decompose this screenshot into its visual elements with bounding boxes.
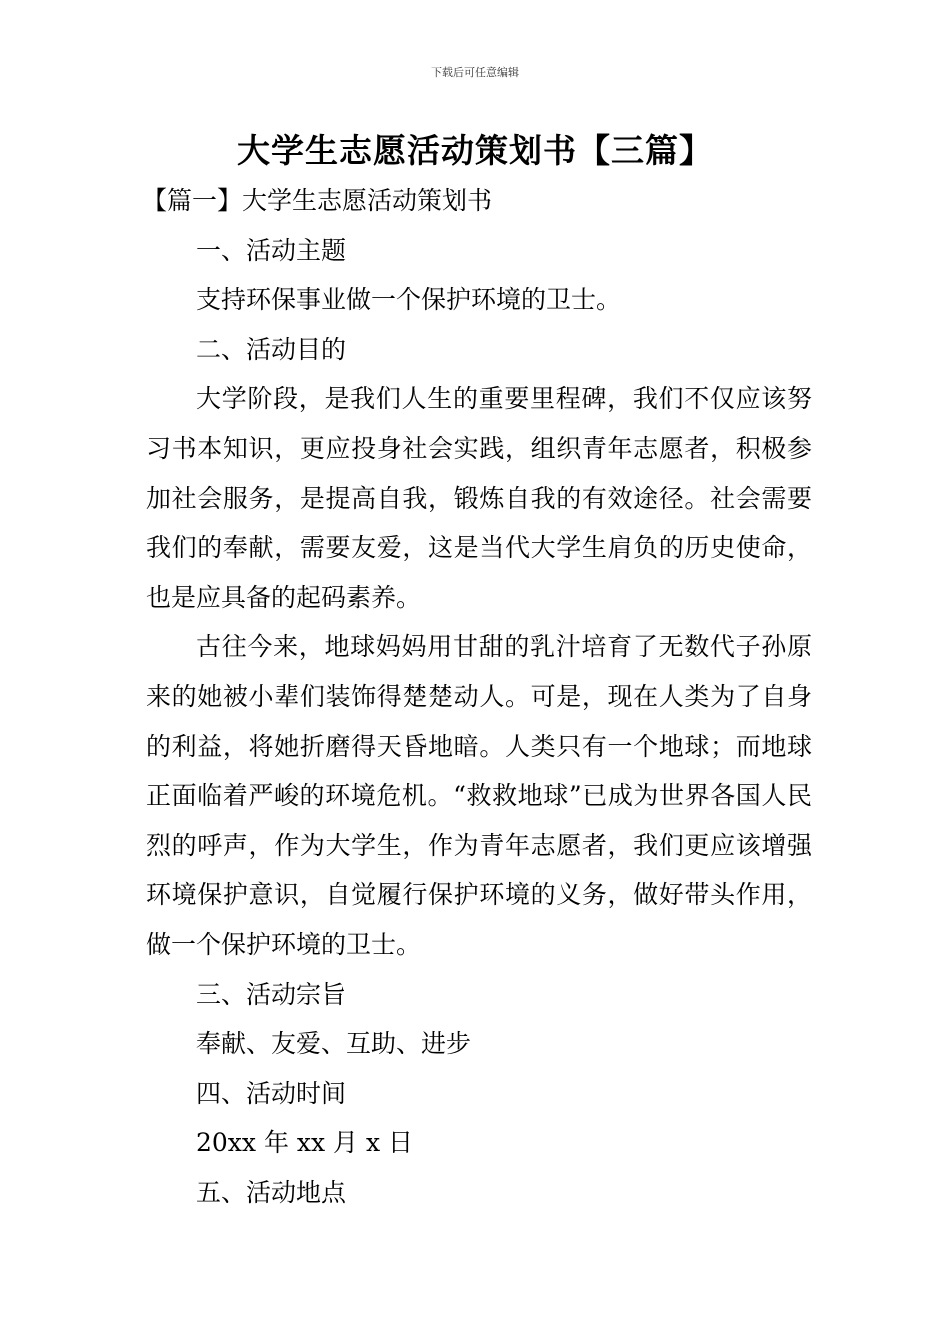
document-title: 大学生志愿活动策划书【三篇】 xyxy=(237,131,713,170)
purpose-paragraph-1: 大学阶段，是我们人生的重要里程碑，我们不仅应该努习书本知识，更应投身社会实践，组织青年志愿者，积极参加社会服务，是提高自我，锻炼自我的有效途径。社会需要我们的奉献，需要友爱，这是当代大学生肩负的历史使命，也是应具备的起码素养。 xyxy=(146,384,812,612)
section-subtitle: 【篇一】大学生志愿活动策划书 xyxy=(142,186,493,215)
purpose-paragraph-2: 古往今来，地球妈妈用甘甜的乳汁培育了无数代子孙原来的她被小辈们装饰得楚楚动人。可是，现在人类为了自身的利益，将她折磨得天昏地暗。人类只有一个地球；而地球正面临着严峻的环境危机。“救救地球”已成为世界各国人民烈的呼声，作为大学生，作为青年志愿者，我们更应该增强环境保护意识，自觉履行保护环境的义务，做好带头作用，做一个保护环境的卫士。 xyxy=(146,632,812,959)
header-note: 下载后可任意编辑 xyxy=(431,66,519,79)
tenet-heading: 三、活动宗旨 xyxy=(196,979,347,1009)
purpose-heading: 二、活动目的 xyxy=(196,334,347,364)
theme-heading: 一、活动主题 xyxy=(196,235,347,265)
tenet-text: 奉献、友爱、互助、进步 xyxy=(196,1029,472,1059)
theme-text: 支持环保事业做一个保护环境的卫士。 xyxy=(196,285,622,315)
document-body xyxy=(142,176,812,1217)
time-heading: 四、活动时间 xyxy=(196,1078,347,1108)
location-heading: 五、活动地点 xyxy=(196,1177,347,1207)
time-text: 20xx 年 xx 月 x 日 xyxy=(196,1128,414,1158)
